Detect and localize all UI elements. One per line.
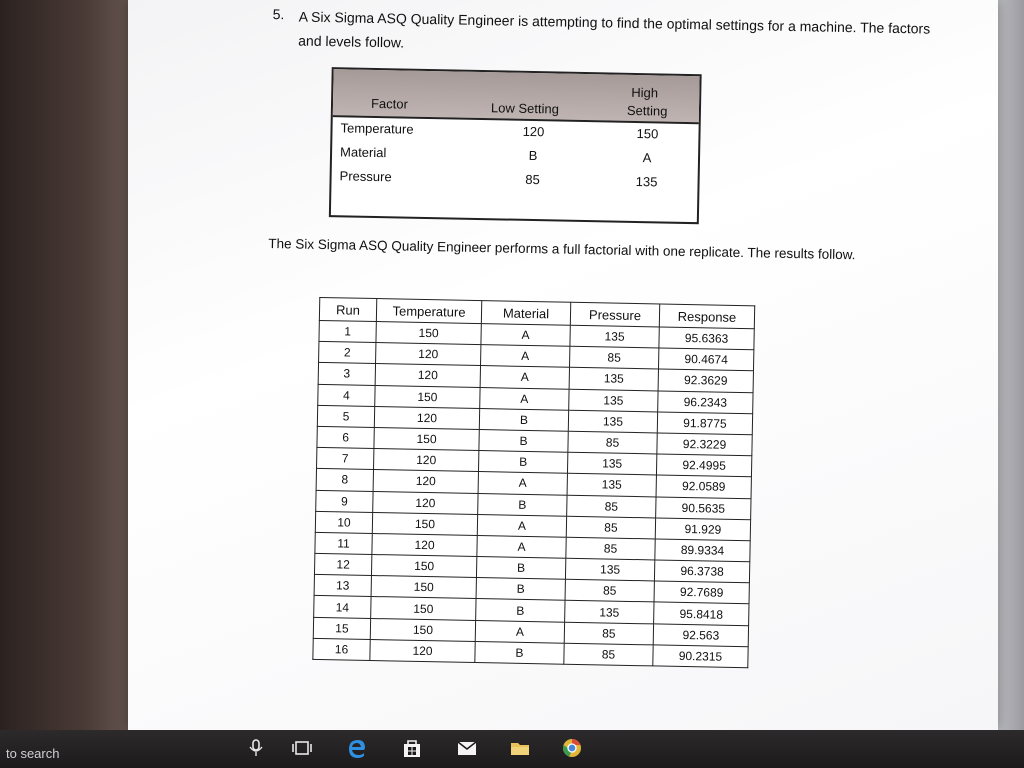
temperature-cell: 150 xyxy=(376,322,481,345)
results-table-body xyxy=(313,320,754,667)
pressure-cell: 85 xyxy=(565,579,654,602)
taskbar-search-box[interactable]: to search xyxy=(6,746,60,761)
material-cell: B xyxy=(476,578,565,601)
file-explorer-icon[interactable] xyxy=(508,737,532,759)
pressure-cell: 85 xyxy=(564,622,653,645)
response-cell: 92.3629 xyxy=(658,369,753,392)
run-cell: 4 xyxy=(318,384,375,406)
document-content xyxy=(260,0,933,713)
run-cell: 12 xyxy=(314,553,371,575)
run-cell: 1 xyxy=(319,320,376,342)
response-cell: 90.2315 xyxy=(653,645,748,668)
material-cell: A xyxy=(480,366,569,389)
response-cell: 96.3738 xyxy=(654,560,749,583)
run-cell: 10 xyxy=(315,511,372,533)
response-cell: 95.6363 xyxy=(659,327,754,350)
pressure-cell: 85 xyxy=(569,346,658,369)
low-value: 85 xyxy=(525,171,540,188)
taskbar xyxy=(0,730,1024,768)
run-header: Run xyxy=(319,297,376,321)
material-cell: B xyxy=(476,557,565,580)
temperature-cell: 120 xyxy=(374,406,479,429)
chrome-icon[interactable] xyxy=(560,737,584,759)
task-view-icon[interactable] xyxy=(290,737,314,759)
material-cell: B xyxy=(476,599,565,622)
temperature-cell: 150 xyxy=(374,427,479,450)
setting-header: Setting xyxy=(626,102,668,119)
temperature-cell: 150 xyxy=(371,555,476,578)
response-header: Response xyxy=(659,304,754,329)
pressure-cell: 85 xyxy=(568,431,657,454)
low-value: 120 xyxy=(522,123,545,140)
temperature-header: Temperature xyxy=(376,299,481,324)
run-cell: 8 xyxy=(316,469,373,491)
response-cell: 91.8775 xyxy=(657,412,752,435)
run-cell: 6 xyxy=(317,426,374,448)
pressure-header: Pressure xyxy=(570,302,659,327)
edge-icon[interactable] xyxy=(345,737,369,759)
store-icon[interactable] xyxy=(400,737,424,759)
temperature-cell: 120 xyxy=(372,533,477,556)
high-header: High xyxy=(631,84,659,101)
pressure-cell: 135 xyxy=(569,368,658,391)
results-intro-text: The Six Sigma ASQ Quality Engineer performs a full factorial with one replicate. The results follow. xyxy=(268,235,856,263)
pressure-cell: 135 xyxy=(567,452,656,475)
temperature-cell: 150 xyxy=(371,597,476,620)
run-cell: 16 xyxy=(313,638,370,660)
run-cell: 9 xyxy=(316,490,373,512)
response-cell: 95.8418 xyxy=(654,602,749,625)
run-cell: 5 xyxy=(317,405,374,427)
material-cell: A xyxy=(475,620,564,643)
run-cell: 2 xyxy=(319,342,376,364)
response-cell: 92.7689 xyxy=(654,581,749,604)
run-cell: 7 xyxy=(317,448,374,470)
material-cell: A xyxy=(481,345,570,368)
temperature-cell: 120 xyxy=(370,639,475,662)
temperature-cell: 120 xyxy=(376,343,481,366)
run-cell: 13 xyxy=(314,575,371,597)
response-cell: 90.5635 xyxy=(656,496,751,519)
high-value: 150 xyxy=(636,126,659,142)
pressure-cell: 135 xyxy=(570,325,659,348)
response-cell: 92.4995 xyxy=(656,454,751,477)
factor-name: Temperature xyxy=(340,120,414,137)
run-cell: 11 xyxy=(315,532,372,554)
temperature-cell: 120 xyxy=(375,364,480,387)
pressure-cell: 135 xyxy=(565,558,654,581)
pressure-cell: 85 xyxy=(567,495,656,518)
material-cell: B xyxy=(478,493,567,516)
low-value: B xyxy=(528,147,538,164)
temperature-cell: 150 xyxy=(375,385,480,408)
response-cell: 91.929 xyxy=(655,518,750,541)
material-cell: A xyxy=(481,324,570,347)
low-setting-header: Low Setting xyxy=(490,100,560,117)
run-cell: 15 xyxy=(313,617,370,639)
response-cell: 92.563 xyxy=(653,624,748,647)
question-text: A Six Sigma ASQ Quality Engineer is attempting to find the optimal settings for a machine. The factors and levels follow. xyxy=(298,8,931,51)
factor-header: Factor xyxy=(370,95,409,112)
response-cell: 96.2343 xyxy=(658,391,753,414)
pressure-cell: 135 xyxy=(568,410,657,433)
microphone-icon[interactable] xyxy=(244,737,268,759)
response-cell: 92.3229 xyxy=(657,433,752,456)
material-cell: B xyxy=(475,641,564,664)
temperature-cell: 150 xyxy=(371,576,476,599)
material-cell: A xyxy=(477,535,566,558)
material-cell: A xyxy=(480,387,569,410)
temperature-cell: 120 xyxy=(373,491,478,514)
question-number: 5. xyxy=(272,5,285,23)
pressure-cell: 85 xyxy=(566,516,655,539)
response-cell: 90.4674 xyxy=(658,348,753,371)
run-cell: 3 xyxy=(318,363,375,385)
results-table xyxy=(312,297,755,668)
factor-name: Material xyxy=(339,144,387,161)
factor-table xyxy=(329,67,702,224)
document-page xyxy=(128,0,998,730)
material-cell: B xyxy=(479,408,568,431)
temperature-cell: 150 xyxy=(370,618,475,641)
pressure-cell: 135 xyxy=(569,389,658,412)
high-value: 135 xyxy=(635,173,658,190)
pressure-cell: 85 xyxy=(564,643,653,666)
temperature-cell: 150 xyxy=(372,512,477,535)
response-cell: 89.9334 xyxy=(655,539,750,562)
pressure-cell: 85 xyxy=(566,537,655,560)
pressure-cell: 135 xyxy=(565,601,654,624)
high-value: A xyxy=(642,150,652,166)
temperature-cell: 120 xyxy=(373,449,478,472)
material-cell: B xyxy=(479,429,568,452)
response-cell: 92.0589 xyxy=(656,475,751,498)
pressure-cell: 135 xyxy=(567,474,656,497)
screen-bezel xyxy=(0,0,140,730)
factor-name: Pressure xyxy=(339,168,392,185)
material-header: Material xyxy=(481,301,570,326)
run-cell: 14 xyxy=(314,596,371,618)
mail-icon[interactable] xyxy=(455,737,479,759)
material-cell: B xyxy=(478,451,567,474)
factor-table-header xyxy=(333,69,700,124)
material-cell: A xyxy=(478,472,567,495)
temperature-cell: 120 xyxy=(373,470,478,493)
material-cell: A xyxy=(477,514,566,537)
